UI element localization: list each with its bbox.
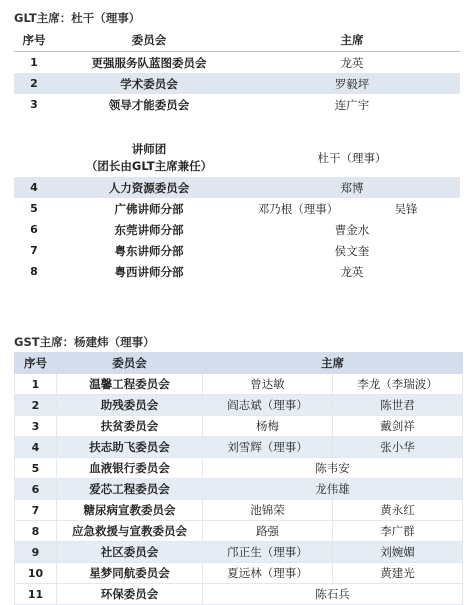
glt-header-row <box>14 29 460 52</box>
chair-name: 邝正生（理事） <box>203 542 333 563</box>
table-row <box>15 542 463 563</box>
table-row <box>14 240 460 261</box>
table-row <box>15 395 463 416</box>
committee-name: 粤东讲师分部 <box>114 243 184 258</box>
row-number: 7 <box>30 244 38 257</box>
lecturer-group-row <box>14 139 460 177</box>
chair-name: 陈石兵 <box>203 584 463 605</box>
row-number: 2 <box>14 73 54 94</box>
co-chair-name: 张小华 <box>333 437 463 458</box>
table-row <box>15 458 463 479</box>
table-row <box>15 521 463 542</box>
chair-name: 刘雪辉（理事） <box>203 437 333 458</box>
row-number: 6 <box>30 223 38 236</box>
glt-header-committee: 委员会 <box>54 29 244 52</box>
chair-name: 曾达敏 <box>203 374 333 395</box>
committee-name: 更强服务队蓝图委员会 <box>91 55 207 70</box>
table-row <box>15 563 463 584</box>
table-row <box>15 374 463 395</box>
row-number: 9 <box>15 542 57 563</box>
committee-name: 学术委员会 <box>54 73 244 94</box>
committee-name: 应急救援与宣教委员会 <box>57 521 203 542</box>
table-row <box>14 52 460 74</box>
co-chair-name: 李广群 <box>333 521 463 542</box>
co-chair-name: 戴剑祥 <box>333 416 463 437</box>
committee-name: 领导才能委员会 <box>108 97 190 112</box>
committee-name: 环保委员会 <box>57 584 203 605</box>
gst-header-no: 序号 <box>15 353 57 374</box>
committee-name: 东莞讲师分部 <box>114 222 184 237</box>
committee-name: 扶贫委员会 <box>57 416 203 437</box>
gst-committee-table <box>14 352 463 605</box>
chair-name: 龙英 <box>340 55 364 70</box>
chair-name: 郑博 <box>244 177 460 198</box>
chair-name: 连广宇 <box>334 97 370 112</box>
row-number: 8 <box>15 521 57 542</box>
chair-name: 曹金水 <box>334 222 370 237</box>
committee-name: 助残委员会 <box>57 395 203 416</box>
row-number: 4 <box>14 177 54 198</box>
chair-name: 罗毅坪 <box>244 73 460 94</box>
committee-name: 人力资源委员会 <box>54 177 244 198</box>
chair-name: 邓乃根（理事） <box>257 201 339 216</box>
row-number: 3 <box>15 416 57 437</box>
committee-name: 广佛讲师分部 <box>114 201 184 216</box>
row-number: 11 <box>15 584 57 605</box>
table-row <box>14 261 460 282</box>
co-chair-name: 黄永红 <box>333 500 463 521</box>
table-row <box>14 198 460 219</box>
chair-name: 侯文奎 <box>334 243 370 258</box>
row-number: 6 <box>15 479 57 500</box>
committee-name: 星梦同航委员会 <box>57 563 203 584</box>
table-row <box>15 437 463 458</box>
lecturer-group-chair: 杜干（理事） <box>317 150 387 165</box>
row-number: 5 <box>15 458 57 479</box>
co-chair-name: 黄建光 <box>333 563 463 584</box>
row-number: 10 <box>15 563 57 584</box>
chair-name: 阎志斌（理事） <box>203 395 333 416</box>
committee-name: 糖尿病宣教委员会 <box>57 500 203 521</box>
spacer-row <box>14 115 460 139</box>
co-chair-name: 李龙（李瑞波） <box>333 374 463 395</box>
row-number: 7 <box>15 500 57 521</box>
table-row <box>15 500 463 521</box>
row-number: 1 <box>15 374 57 395</box>
glt-section-title: GLT主席：杜干（理事） <box>14 11 141 25</box>
co-chair-name: 陈世君 <box>333 395 463 416</box>
table-row <box>14 177 460 198</box>
chair-name: 杨梅 <box>203 416 333 437</box>
table-row <box>15 479 463 500</box>
chair-name: 龙伟雄 <box>203 479 463 500</box>
committee-name: 扶志助飞委员会 <box>57 437 203 458</box>
chair-name: 夏远林（理事） <box>203 563 333 584</box>
row-number: 8 <box>30 265 38 278</box>
chair-name: 池锦荣 <box>203 500 333 521</box>
table-row <box>15 416 463 437</box>
glt-header-no: 序号 <box>14 29 54 52</box>
gst-header-committee: 委员会 <box>57 353 203 374</box>
gst-header-chair: 主席 <box>203 353 463 374</box>
glt-committee-table <box>14 29 460 282</box>
gst-header-row <box>15 353 463 374</box>
lecturer-title-line1: 讲师团 <box>131 142 167 156</box>
committee-name: 粤西讲师分部 <box>114 264 184 279</box>
gst-section-title: GST主席：杨建炜（理事） <box>14 335 155 349</box>
table-row <box>14 73 460 94</box>
committee-name: 社区委员会 <box>57 542 203 563</box>
chair-name: 陈韦安 <box>203 458 463 479</box>
row-number: 2 <box>15 395 57 416</box>
row-number: 1 <box>30 56 38 69</box>
table-row <box>14 94 460 115</box>
committee-name: 温馨工程委员会 <box>57 374 203 395</box>
row-number: 4 <box>15 437 57 458</box>
chair-name: 龙英 <box>340 264 364 279</box>
chair-name: 路强 <box>203 521 333 542</box>
committee-name: 血液银行委员会 <box>57 458 203 479</box>
table-row <box>15 584 463 605</box>
row-number: 3 <box>30 98 38 111</box>
lecturer-title-line2: （团长由GLT主席兼任） <box>85 159 213 173</box>
committee-name: 爱芯工程委员会 <box>57 479 203 500</box>
table-row <box>14 219 460 240</box>
row-number: 5 <box>30 202 38 215</box>
co-chair-name: 刘婉媚 <box>333 542 463 563</box>
co-chair-name: 吴锋 <box>394 201 418 216</box>
lecturer-group-title <box>54 139 244 177</box>
glt-header-chair: 主席 <box>244 29 460 52</box>
